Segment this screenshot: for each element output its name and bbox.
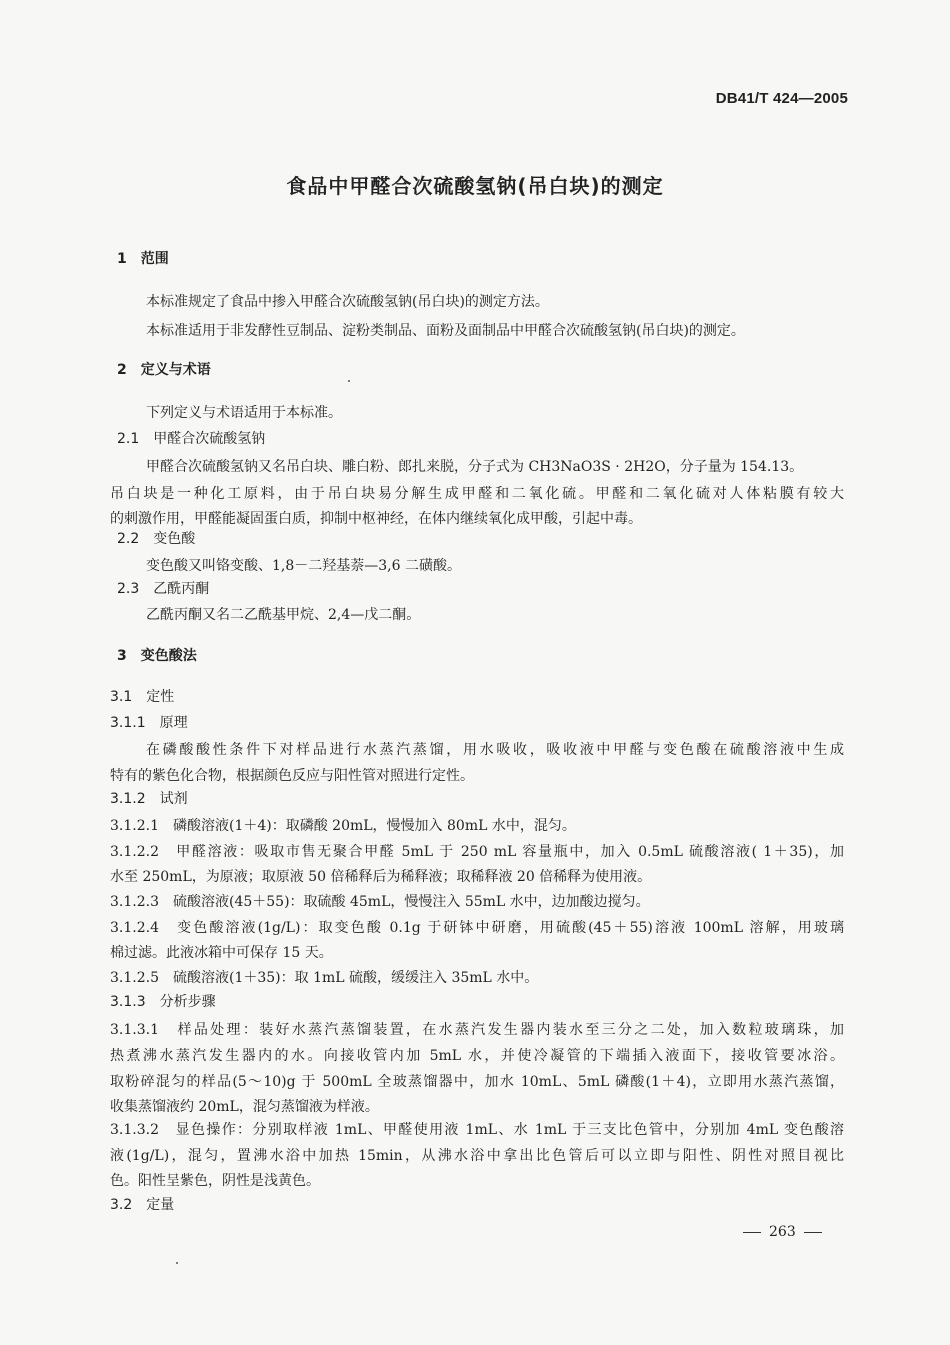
section-2-intro: 下列定义与术语适用于本标准。 — [146, 405, 342, 421]
section-2-1-text-line: 甲醛合次硫酸氢钠又名吊白块、雕白粉、郎扎来脱，分子式为 CH3NaO3S · 2H2O，分子量为 154.13。 — [146, 459, 804, 475]
analysis-3-1-3-1-line: 取粉碎混匀的样品(5～10)g 于 500mL 全玻蒸馏器中，加水 10mL、5mL 磷酸(1＋4)，立即用水蒸汽蒸馏， — [110, 1074, 844, 1090]
section-2-2-text: 变色酸又叫铬变酸、1,8－二羟基萘—3,6 二磺酸。 — [146, 558, 461, 574]
page-number-value: 263 — [769, 1224, 796, 1240]
reagent-3-1-2-4-line: 3.1.2.4 变色酸溶液(1g/L)：取变色酸 0.1g 于研钵中研磨，用硫酸(45＋55)溶液 100mL 溶解，用玻璃 — [110, 920, 844, 936]
reagent-3-1-2-4-line: 棉过滤。此液冰箱中可保存 15 天。 — [110, 945, 333, 961]
analysis-3-1-3-2-line: 3.1.3.2 显色操作：分别取样液 1mL、甲醛使用液 1mL、水 1mL 于三支比色管中，分别加 4mL 变色酸溶 — [110, 1122, 844, 1138]
reagent-3-1-2-5: 3.1.2.5 硫酸溶液(1＋35)：取 1mL 硫酸，缓缓注入 35mL 水中。 — [110, 970, 539, 986]
section-1-paragraph-2: 本标准适用于非发酵性豆制品、淀粉类制品、面粉及面制品中甲醛合次硫酸氢钠(吊白块)的测定。 — [146, 323, 745, 339]
analysis-3-1-3-1-line: 3.1.3.1 样品处理：装好水蒸汽蒸馏装置，在水蒸汽发生器内装水至三分之二处，加入数粒玻璃珠，加 — [110, 1022, 844, 1038]
reagent-3-1-2-2-line: 3.1.2.2 甲醛溶液：吸取市售无聚合甲醛 5mL 于 250 mL 容量瓶中，加入 0.5mL 硫酸溶液( 1＋35)，加 — [110, 844, 844, 860]
section-2-3-text: 乙酰丙酮又名二乙酰基甲烷、2,4—戊二酮。 — [146, 607, 421, 623]
section-3-1-1-text-line: 特有的紫色化合物，根据颜色反应与阳性管对照进行定性。 — [110, 768, 474, 784]
section-3-1-2-heading: 3.1.2 试剂 — [110, 791, 188, 807]
analysis-3-1-3-1-line: 热煮沸水蒸汽发生器内的水。向接收管内加 5mL 水，并使冷凝管的下端插入液面下，接收管要冰浴。 — [110, 1048, 844, 1064]
section-2-heading: 2 定义与术语 — [117, 362, 211, 378]
section-3-1-3-heading: 3.1.3 分析步骤 — [110, 994, 216, 1010]
analysis-3-1-3-1-line: 收集蒸馏液约 20mL，混匀蒸馏液为样液。 — [110, 1099, 379, 1115]
section-2-3-heading: 2.3 乙酰丙酮 — [117, 581, 210, 597]
section-3-1-heading: 3.1 定性 — [110, 689, 175, 705]
analysis-3-1-3-2-line: 色。阳性呈紫色，阴性是浅黄色。 — [110, 1173, 320, 1189]
section-2-1-text-line: 的刺激作用，甲醛能凝固蛋白质，抑制中枢神经，在体内继续氧化成甲酸，引起中毒。 — [110, 511, 642, 527]
section-3-2-heading: 3.2 定量 — [110, 1197, 175, 1213]
reagent-3-1-2-3: 3.1.2.3 硫酸溶液(45＋55)：取硫酸 45mL，慢慢注入 55mL 水中，边加酸边搅匀。 — [110, 894, 650, 910]
scan-speck — [176, 1262, 178, 1264]
section-3-heading: 3 变色酸法 — [117, 648, 197, 664]
section-2-2-heading: 2.2 变色酸 — [117, 531, 196, 547]
section-1-heading: 1 范围 — [117, 251, 169, 267]
section-2-1-heading: 2.1 甲醛合次硫酸氢钠 — [117, 431, 266, 447]
document-title: 食品中甲醛合次硫酸氢钠(吊白块)的测定 — [286, 174, 664, 198]
scan-speck — [348, 380, 350, 382]
analysis-3-1-3-2-line: 液(1g/L)，混匀，置沸水浴中加热 15min，从沸水浴中拿出比色管后可以立即与阳性、阴性对照目视比 — [110, 1148, 844, 1164]
page-number — [735, 1224, 830, 1240]
page-number-dash-left — [743, 1232, 761, 1233]
section-3-1-1-heading: 3.1.1 原理 — [110, 715, 188, 731]
section-3-1-1-text-line: 在磷酸酸性条件下对样品进行水蒸汽蒸馏，用水吸收，吸收液中甲醛与变色酸在硫酸溶液中生成 — [146, 742, 844, 758]
section-1-paragraph-1: 本标准规定了食品中掺入甲醛合次硫酸氢钠(吊白块)的测定方法。 — [146, 294, 549, 310]
reagent-3-1-2-1: 3.1.2.1 磷酸溶液(1＋4)：取磷酸 20mL，慢慢加入 80mL 水中，混匀。 — [110, 818, 576, 834]
page-number-dash-right — [804, 1232, 822, 1233]
standard-code: DB41/T 424—2005 — [715, 90, 848, 107]
reagent-3-1-2-2-line: 水至 250mL，为原液；取原液 50 倍稀释后为稀释液；取稀释液 20 倍稀释为使用液。 — [110, 869, 652, 885]
section-2-1-text-line: 吊白块是一种化工原料，由于吊白块易分解生成甲醛和二氧化硫。甲醛和二氧化硫对人体粘膜有较大 — [110, 486, 844, 502]
